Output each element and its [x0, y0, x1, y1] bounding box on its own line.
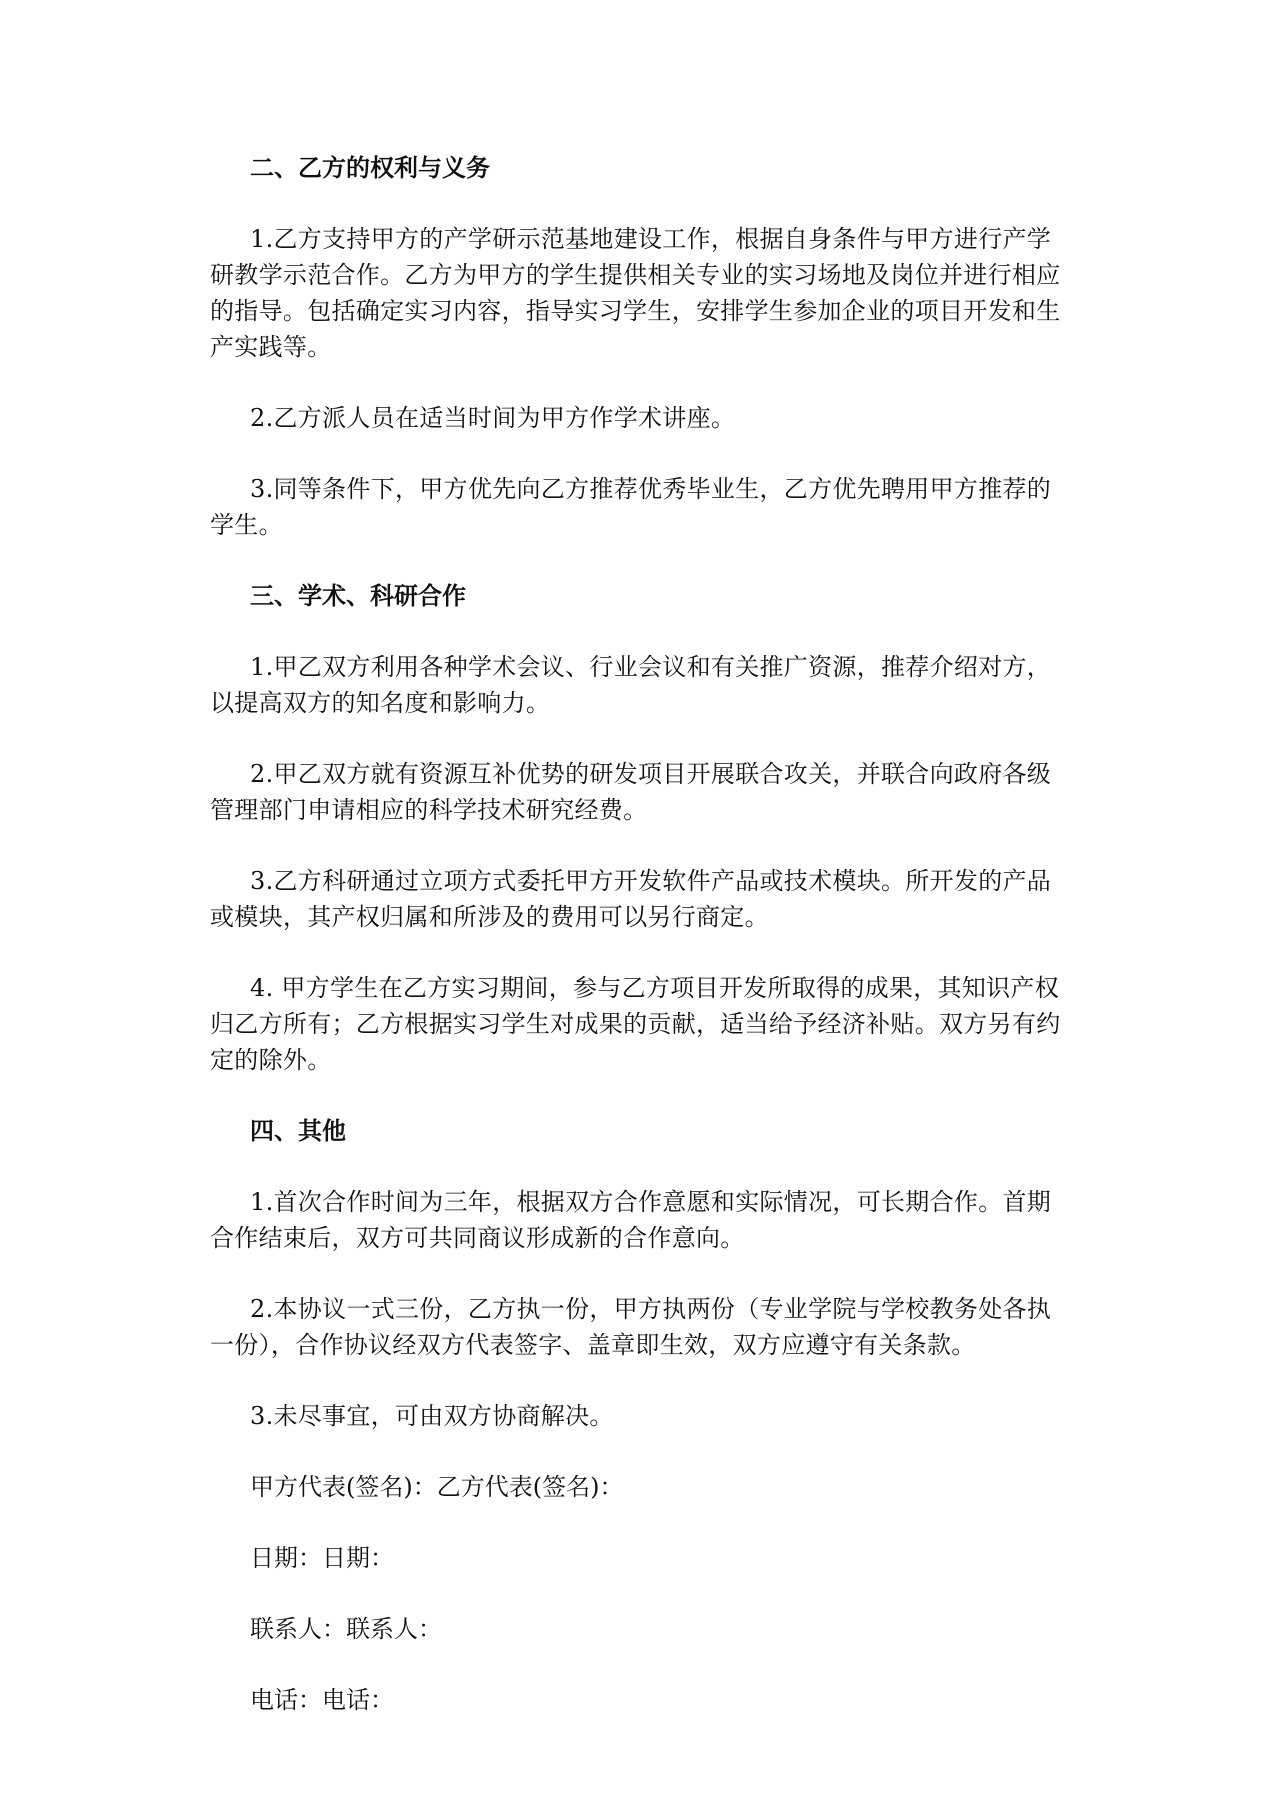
section-heading: 四、其他	[250, 1117, 346, 1145]
section-heading: 三、学术、科研合作	[250, 582, 466, 610]
signature-contacts: 联系人：联系人：	[250, 1615, 442, 1643]
paragraph: 2.本协议一式三份，乙方执一份，甲方执两份（专业学院与学校教务处各执一份），合作协议经双方代表签字、盖章即生效，双方应遵守有关条款。	[210, 1295, 1052, 1359]
signature-phones: 电话：电话：	[250, 1686, 394, 1714]
section-heading: 二、乙方的权利与义务	[250, 154, 490, 182]
signature-dates: 日期：日期：	[250, 1544, 394, 1572]
paragraph: 1.首次合作时间为三年，根据双方合作意愿和实际情况，可长期合作。首期合作结束后，双方可共同商议形成新的合作意向。	[210, 1188, 1052, 1252]
paragraph: 2.甲乙双方就有资源互补优势的研发项目开展联合攻关，并联合向政府各级管理部门申请相应的科学技术研究经费。	[210, 760, 1052, 824]
paragraph: 2.乙方派人员在适当时间为甲方作学术讲座。	[250, 404, 736, 432]
paragraph: 1.甲乙双方利用各种学术会议、行业会议和有关推广资源，推荐介绍对方，以提高双方的知名度和影响力。	[210, 653, 1052, 717]
paragraph: 3.同等条件下，甲方优先向乙方推荐优秀毕业生，乙方优先聘用甲方推荐的学生。	[210, 475, 1052, 539]
paragraph: 1.乙方支持甲方的产学研示范基地建设工作，根据自身条件与甲方进行产学研教学示范合作。乙方为甲方的学生提供相关专业的实习场地及岗位并进行相应的指导。包括确定实习内容，指导实习学生，安排学生参加企业的项目开发和生产实践等。	[210, 225, 1061, 361]
signature-block	[210, 1469, 1070, 1718]
document-page	[210, 150, 1070, 1753]
paragraph: 3.未尽事宜，可由双方协商解决。	[250, 1402, 614, 1430]
section-academic-research	[210, 578, 1070, 1078]
paragraph: 4. 甲方学生在乙方实习期间，参与乙方项目开发所取得的成果，其知识产权归乙方所有；乙方根据实习学生对成果的贡献，适当给予经济补贴。双方另有约定的除外。	[210, 974, 1061, 1074]
paragraph: 3.乙方科研通过立项方式委托甲方开发软件产品或技术模块。所开发的产品或模块，其产权归属和所涉及的费用可以另行商定。	[210, 867, 1052, 931]
signature-representatives: 甲方代表(签名)：乙方代表(签名)：	[250, 1473, 624, 1501]
section-other	[210, 1113, 1070, 1434]
section-rights-obligations	[210, 150, 1070, 543]
